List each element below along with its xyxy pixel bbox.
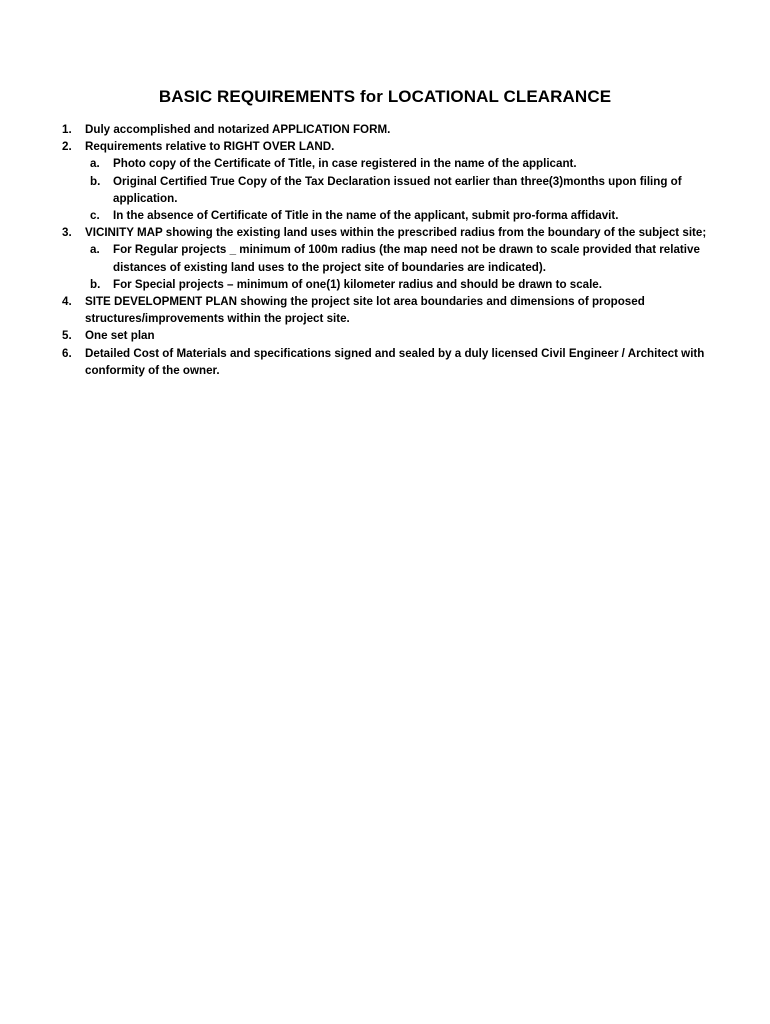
document-title: BASIC REQUIREMENTS for LOCATIONAL CLEARANCE bbox=[158, 87, 612, 106]
requirement-number: 6. bbox=[62, 346, 72, 360]
sub-requirement-text: For Special projects – minimum of one(1) kilometer radius and should be drawn to scale. bbox=[113, 277, 602, 291]
requirement-item-2 bbox=[59, 138, 719, 224]
requirement-item-4 bbox=[59, 293, 719, 327]
requirement-item-5 bbox=[59, 327, 719, 344]
requirement-item-6 bbox=[59, 345, 719, 379]
requirement-text: SITE DEVELOPMENT PLAN showing the project site lot area boundaries and dimensions of proposed structures/improvements within the project site. bbox=[85, 295, 645, 326]
sub-requirement-letter: b. bbox=[90, 174, 101, 188]
requirement-text: One set plan bbox=[85, 329, 155, 343]
requirement-item-3 bbox=[59, 224, 719, 293]
requirement-item-1 bbox=[59, 121, 719, 138]
requirement-text: VICINITY MAP showing the existing land uses within the prescribed radius from the boundary of the subject site; bbox=[85, 226, 707, 240]
sub-requirement-text: Photo copy of the Certificate of Title, in case registered in the name of the applicant. bbox=[113, 157, 577, 171]
sub-requirement-item-3b bbox=[85, 276, 719, 293]
sub-requirement-item-3a bbox=[85, 241, 719, 275]
requirement-number: 4. bbox=[62, 295, 72, 309]
requirement-number: 3. bbox=[62, 226, 72, 240]
requirement-number: 2. bbox=[62, 140, 72, 154]
sub-requirements-list bbox=[85, 155, 719, 224]
sub-requirement-item-2c bbox=[85, 207, 719, 224]
requirement-text: Requirements relative to RIGHT OVER LAND. bbox=[85, 140, 335, 154]
requirement-number: 1. bbox=[62, 123, 72, 136]
sub-requirements-list bbox=[85, 241, 719, 293]
sub-requirement-letter: c. bbox=[90, 209, 100, 223]
sub-requirement-letter: a. bbox=[90, 243, 100, 257]
sub-requirement-letter: a. bbox=[90, 157, 100, 171]
sub-requirement-letter: b. bbox=[90, 277, 101, 291]
requirement-text: Detailed Cost of Materials and specifications signed and sealed by a duly licensed Civil Engineer / Architect with conformity of the owner. bbox=[85, 346, 705, 377]
sub-requirement-text: Original Certified True Copy of the Tax Declaration issued not earlier than three(3)months upon filing of application. bbox=[113, 174, 682, 205]
requirements-list bbox=[59, 121, 719, 379]
sub-requirement-text: For Regular projects _ minimum of 100m radius (the map need not be drawn to scale provided that relative distances of existing land uses to the project site of boundaries are indicated). bbox=[113, 243, 700, 274]
requirement-number: 5. bbox=[62, 329, 72, 343]
sub-requirement-item-2b bbox=[85, 173, 719, 207]
sub-requirement-item-2a bbox=[85, 155, 719, 172]
sub-requirement-text: In the absence of Certificate of Title in the name of the applicant, submit pro-forma affidavit. bbox=[113, 209, 619, 223]
requirement-text: Duly accomplished and notarized APPLICATION FORM. bbox=[85, 123, 391, 136]
